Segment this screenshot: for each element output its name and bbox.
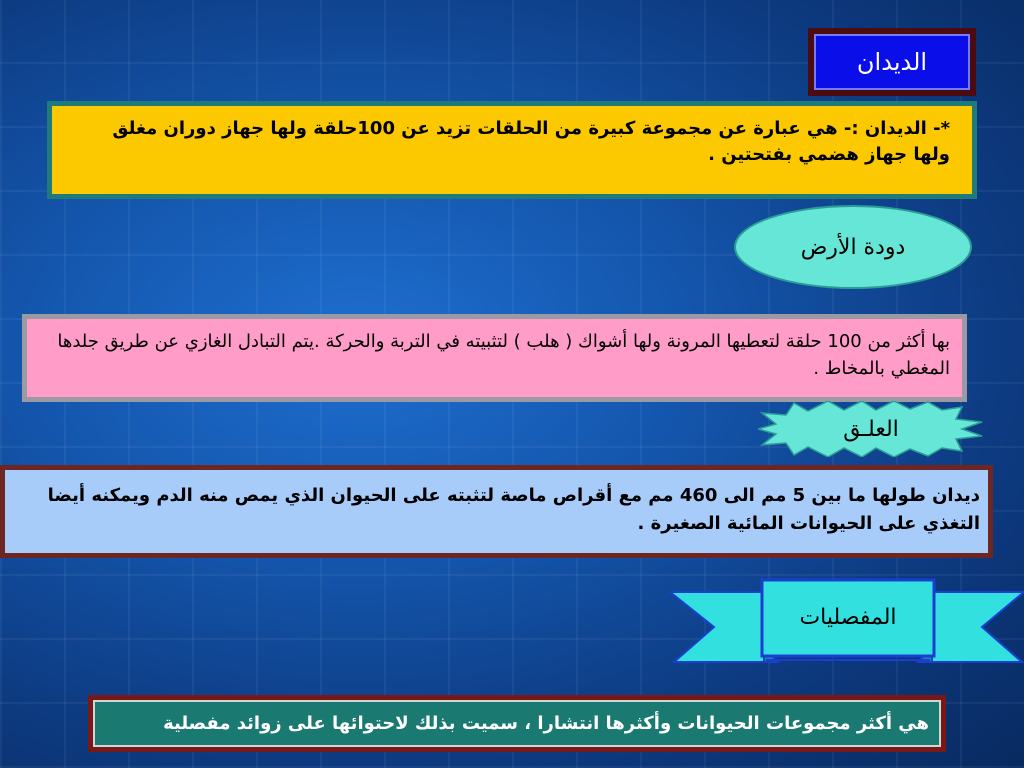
slide-title: الديدان [814, 34, 970, 90]
earthworm-description: بها أكثر من 100 حلقة لتعطيها المرونة ولها أشواك ( هلب ) لتثبيته في التربة والحركة .يتم التبادل الغازي عن طريق جلدها المغطي بالمخاط . [22, 314, 967, 402]
arthropods-heading: المفصليات [799, 604, 897, 630]
leech-description: ديدان طولها ما بين 5 مم الى 460 مم مع أقراص ماصة لتثبته على الحيوان الذي يمص منه الدم ويمكنه أيضا التغذي على الحيوانات المائية الصغيرة . [0, 465, 993, 558]
arthropods-heading-shape [670, 578, 1024, 670]
arthropods-description-box [88, 695, 946, 752]
arthropods-description: هي أكثر مجموعات الحيوانات وأكثرها انتشارا ، سميت بذلك لاحتوائها على زوائد مفصلية [93, 700, 941, 747]
leech-heading-shape [758, 401, 984, 457]
leech-heading: العلـق [843, 416, 899, 442]
worms-definition: *- الديدان :- هي عبارة عن مجموعة كبيرة من الحلقات تزيد عن 100حلقة ولها جهاز دوران مغلق ولها جهاز هضمي بفتحتين . [47, 101, 977, 199]
earthworm-heading: دودة الأرض [734, 205, 972, 289]
slide-title-box [808, 28, 976, 96]
